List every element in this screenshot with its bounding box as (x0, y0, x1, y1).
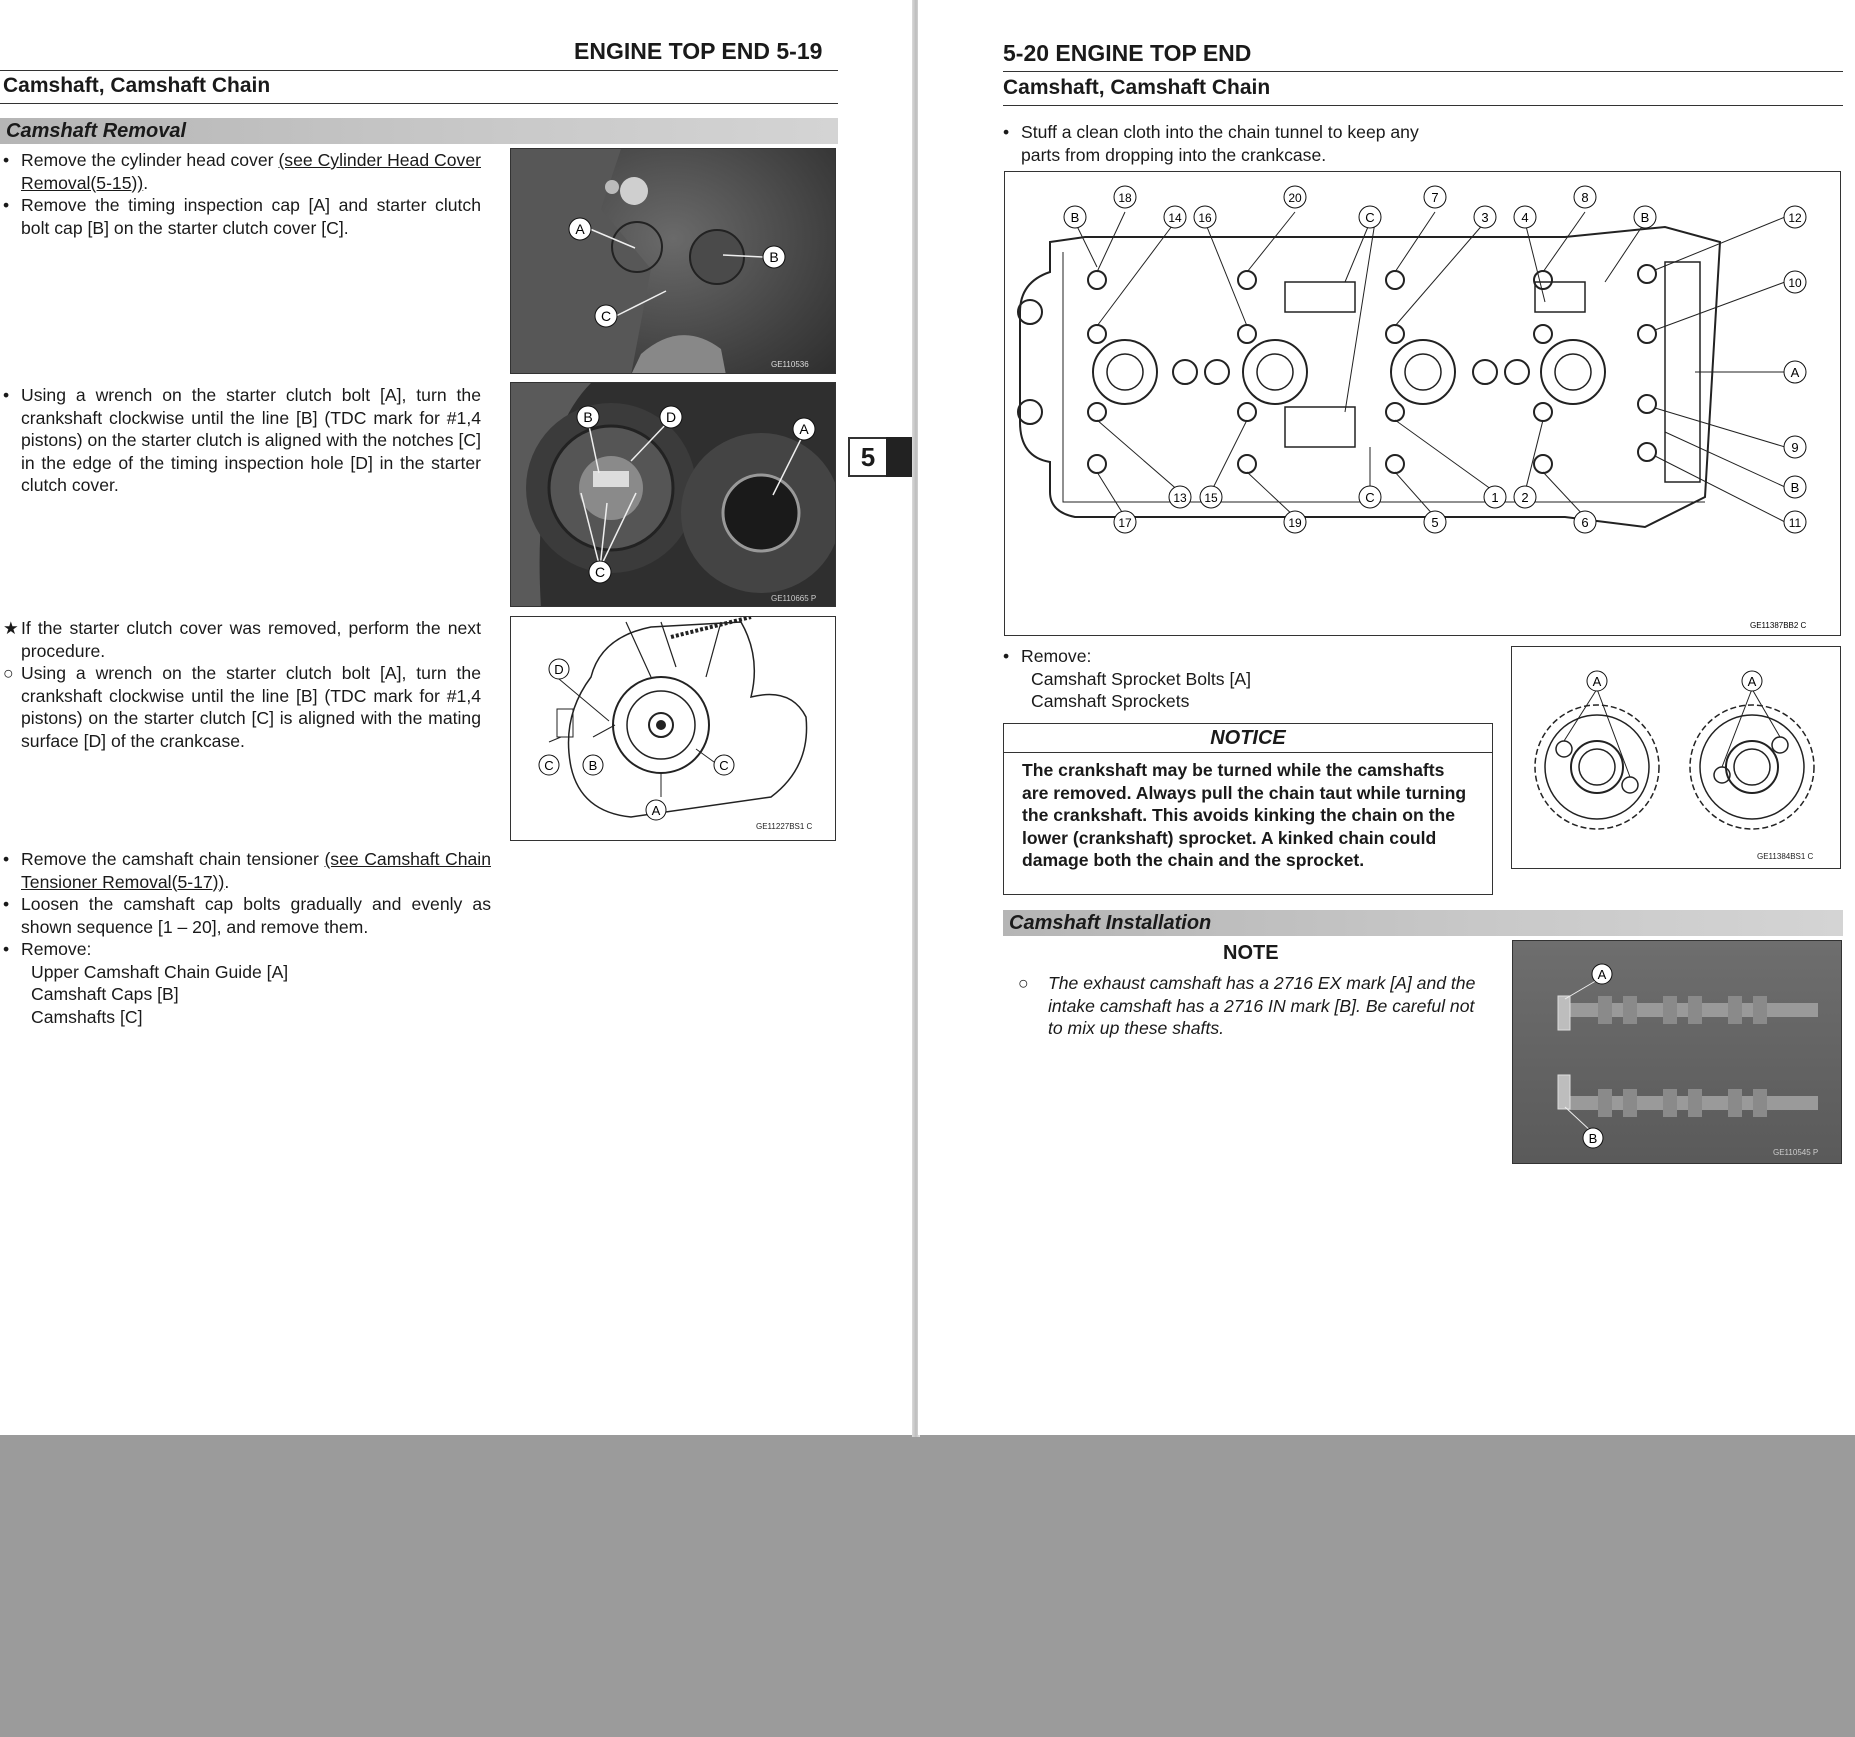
link-camshaft-chain-tensioner-removal[interactable]: (see Camshaft Chain Tensioner Removal(5-17)) (21, 849, 491, 892)
remove-step (1003, 645, 1423, 713)
remove-list-item: Camshaft Caps [B] (31, 984, 179, 1004)
callout-label: 6 (1581, 515, 1589, 530)
figure-code: GE110536 (771, 360, 809, 369)
intro-step (1003, 121, 1433, 166)
figure-code: GE110545 P (1773, 1148, 1819, 1157)
callout-label: 13 (1173, 491, 1187, 505)
bullet-item: • Using a wrench on the starter clutch bolt [A], turn the crankshaft clockwise until the line [B] (TDC mark for #1,4 pistons) on the starter clutch is aligned with the notches [C] in the edge of the timing inspection hole [D] in the starter clutch cover. (3, 385, 481, 495)
photo-starter-clutch-tdc-mark (510, 382, 836, 607)
section-title: Camshaft, Camshaft Chain (1003, 76, 1271, 99)
step-block-1 (3, 149, 481, 239)
callout-a: A (1597, 967, 1607, 982)
header-rule (0, 70, 838, 71)
callout-d: D (554, 662, 564, 677)
bullet-item: • Remove the camshaft chain tensioner (see Camshaft Chain Tensioner Removal(5-17)). (3, 849, 491, 892)
sub-step-item: ○ Using a wrench on the starter clutch bolt [A], turn the crankshaft clockwise until the line [B] (TDC mark for #1,4 pistons) on the starter clutch [C] is aligned with the mating surface [D] of the crankcase. (3, 663, 481, 751)
callout-a: A (1592, 674, 1602, 689)
left-page-header: ENGINE TOP END 5-19 (574, 38, 823, 64)
bullet-item: • Stuff a clean cloth into the chain tunnel to keep any parts from dropping into the crankcase. (1003, 122, 1419, 165)
callout-label: 10 (1788, 276, 1802, 290)
callout-label: 12 (1788, 211, 1802, 225)
callout-label: 11 (1788, 516, 1802, 530)
note-item: ○ The exhaust camshaft has a 2716 EX mark [A] and the intake camshaft has a 2716 IN mark [B]. Be careful not to mix up these shafts. (1018, 973, 1476, 1038)
callout-label: B (1640, 210, 1650, 225)
section-rule (0, 103, 838, 104)
callout-b: B (1588, 1131, 1598, 1146)
remove-list-item: Camshaft Sprocket Bolts [A] (1031, 668, 1252, 689)
figure-code: GE11384BS1 C (1757, 852, 1814, 861)
callout-label: 17 (1118, 516, 1132, 530)
callout-c: C (594, 564, 606, 580)
bullet-item: • Remove the cylinder head cover (see Cylinder Head Cover Removal(5-15)). (3, 150, 481, 193)
callout-label: B (1070, 210, 1080, 225)
notice-box (1003, 723, 1493, 895)
remove-list-item: Upper Camshaft Chain Guide [A] (31, 961, 289, 982)
note-title: NOTE (1223, 942, 1279, 964)
callout-label: 14 (1168, 211, 1182, 225)
callout-label: 15 (1204, 491, 1218, 505)
notice-text: The crankshaft may be turned while the camshafts are removed. Always pull the chain taut while turning the crankshaft. This avoids kinking the chain on the lower (crankshaft) sprocket. A kinked chain could damage both the chain and the sprocket. (1022, 760, 1467, 870)
callout-label: 4 (1521, 210, 1529, 225)
section-title: Camshaft, Camshaft Chain (3, 74, 271, 97)
callout-a: A (1747, 674, 1757, 689)
callout-c: C (600, 308, 612, 324)
notice-title: NOTICE (1004, 724, 1492, 753)
subsection-bar-installation: Camshaft Installation (1003, 910, 1843, 936)
callout-label: B (1790, 480, 1800, 495)
callout-label: 9 (1791, 440, 1799, 455)
callout-label: 16 (1198, 211, 1212, 225)
callout-a: A (799, 421, 809, 437)
callout-label: 19 (1288, 516, 1302, 530)
right-page-header: 5-20 ENGINE TOP END (1003, 40, 1252, 66)
callout-c: C (544, 758, 554, 773)
callout-label: 2 (1521, 490, 1529, 505)
callout-d: D (665, 409, 677, 425)
left-page (0, 0, 914, 1435)
right-page (918, 0, 1855, 1435)
callout-label: 7 (1431, 190, 1439, 205)
figure-cylinder-head-bolt-sequence (1004, 171, 1841, 636)
subsection-bar-removal: Camshaft Removal (0, 118, 838, 144)
callout-label: C (1365, 210, 1375, 225)
callout-b: B (588, 758, 598, 773)
chapter-tab (848, 437, 914, 475)
callout-c: C (719, 758, 729, 773)
callout-label: 5 (1431, 515, 1439, 530)
callout-label: 8 (1581, 190, 1589, 205)
remove-list-item: Camshaft Sprockets (1031, 691, 1190, 711)
step-block-3 (3, 617, 481, 752)
callout-label: 20 (1288, 191, 1302, 205)
figure-camshaft-sprockets (1511, 646, 1841, 869)
chapter-number: 5 (848, 437, 888, 477)
section-rule (1003, 105, 1843, 106)
step-block-2 (3, 384, 481, 497)
figure-code: GE11227BS1 C (756, 822, 813, 831)
remove-list-item: Camshafts [C] (31, 1006, 143, 1027)
callout-label: A (1790, 365, 1800, 380)
bullet-item: • Remove the timing inspection cap [A] and starter clutch bolt cap [B] on the starter clutch cover [C]. (3, 195, 481, 238)
callout-label: 3 (1481, 210, 1489, 225)
figure-code: GE110665 P (771, 594, 817, 603)
callout-b: B (769, 249, 779, 265)
step-block-4 (3, 848, 491, 1028)
bullet-item: • Loosen the camshaft cap bolts gradually and evenly as shown sequence [1 – 20], and remove them. (3, 894, 491, 937)
callout-label: 18 (1118, 191, 1132, 205)
callout-label: C (1365, 490, 1375, 505)
callout-a: A (651, 803, 661, 818)
figure-code: GE11387BB2 C (1750, 621, 1807, 630)
callout-a: A (575, 221, 585, 237)
photo-timing-inspection-cap (510, 148, 836, 374)
bullet-item: • Remove: (1003, 646, 1092, 666)
callout-label: 1 (1491, 490, 1499, 505)
bullet-item: • Remove: (3, 939, 92, 959)
figure-starter-clutch-crankcase (510, 616, 836, 841)
photo-camshafts-marks (1512, 940, 1842, 1164)
header-rule (1003, 71, 1843, 72)
link-cylinder-head-cover-removal[interactable]: (see Cylinder Head Cover Removal(5-15)) (21, 150, 481, 193)
callout-b: B (583, 409, 593, 425)
note-star-item: ★ If the starter clutch cover was removed, perform the next procedure. (3, 618, 481, 661)
